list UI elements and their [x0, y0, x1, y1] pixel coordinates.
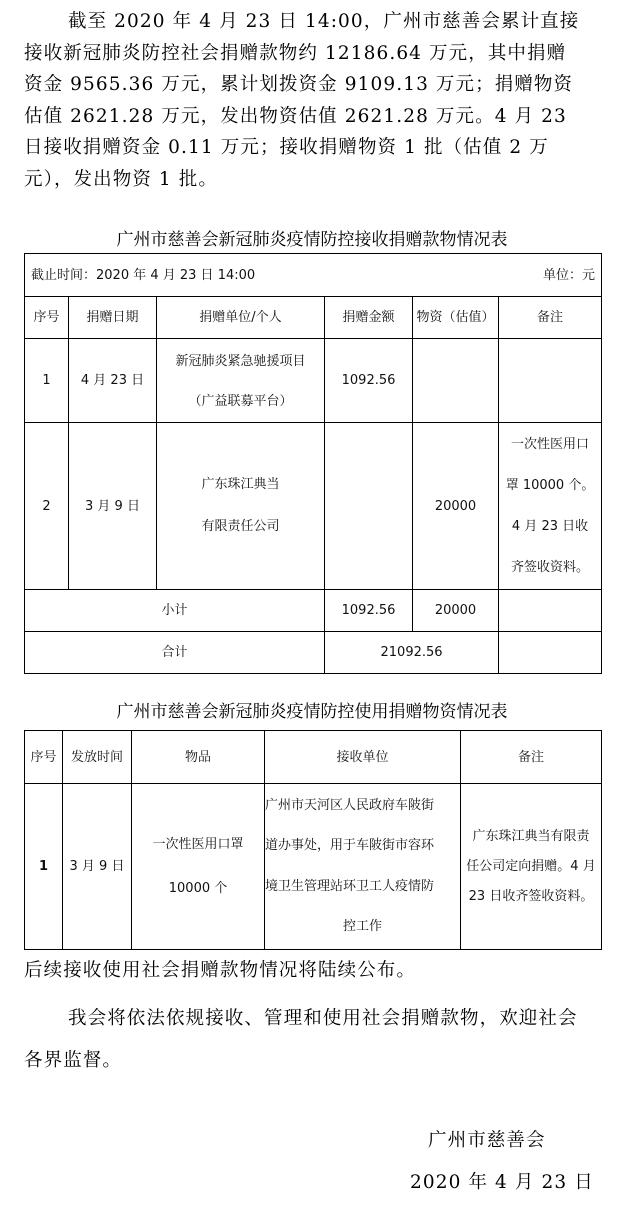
receiver-line: 控工作	[342, 919, 382, 934]
table2-header-row	[25, 731, 602, 784]
table-row	[25, 423, 602, 590]
total-remark	[499, 632, 602, 674]
item-line: 一次性医用口罩	[152, 836, 244, 852]
row-date: 4 月 23 日	[69, 339, 157, 423]
col-header-remark: 备注	[461, 731, 602, 784]
signature-org: 广州市慈善会	[428, 1130, 546, 1151]
remark-line: 齐签收资料。	[511, 560, 590, 575]
row-goods: 20000	[413, 423, 499, 590]
row-donor	[157, 339, 325, 423]
total-value: 21092.56	[325, 632, 499, 674]
col-header-item: 物品	[132, 731, 265, 784]
row-amount	[325, 423, 413, 590]
subtotal-amount: 1092.56	[325, 590, 413, 632]
row-date: 3 月 9 日	[63, 784, 132, 950]
row-remark	[499, 423, 602, 590]
remark-line: 罩 10000 个。	[505, 478, 595, 493]
remark-line: 一次性医用口	[511, 437, 590, 452]
closing-paragraph: 我会将依法依规接收、管理和使用社会捐赠款物，欢迎社会各界监督。	[24, 1008, 578, 1071]
remark-line: 广东珠江典当有限责	[472, 828, 590, 844]
subtotal-remark	[499, 590, 602, 632]
table1-meta-row	[25, 254, 602, 297]
donation-usage-table	[24, 730, 602, 950]
deadline-label: 截止时间：2020 年 4 月 23 日 14:00	[25, 254, 413, 297]
remark-line: 23 日收齐签收资料。	[468, 888, 594, 904]
col-header-date: 捐赠日期	[69, 297, 157, 339]
unit-label: 单位：元	[413, 254, 602, 297]
item-line: 10000 个	[168, 880, 228, 896]
receiver-line: 境卫生管理站环卫工人疫情防	[265, 878, 435, 894]
row-amount: 1092.56	[325, 339, 413, 423]
table1-header-row	[25, 297, 602, 339]
subtotal-label: 小计	[25, 590, 325, 632]
row-remark	[461, 784, 602, 950]
table2-title: 广州市慈善会新冠肺炎疫情防控使用捐赠物资情况表	[116, 702, 508, 722]
donor-line: 广东珠江典当	[201, 477, 280, 492]
receiver-line: 道办事处，用于车陂街市容环	[265, 838, 435, 853]
col-header-goods: 物资（估值）	[413, 297, 499, 339]
subtotal-goods: 20000	[413, 590, 499, 632]
row-no: 1	[25, 784, 63, 950]
receiver-line: 广州市天河区人民政府车陂街	[265, 797, 435, 813]
donor-line: （广益联募平台）	[188, 393, 293, 409]
row-no: 1	[25, 339, 69, 423]
col-header-receiver: 接收单位	[265, 731, 461, 784]
row-no: 2	[25, 423, 69, 590]
donation-receipt-table	[24, 253, 602, 674]
col-header-no: 序号	[25, 297, 69, 339]
row-remark	[499, 339, 602, 423]
intro-paragraph: 截至 2020 年 4 月 23 日 14:00，广州市慈善会累计直接接收新冠肺炎防控社会捐赠款物约 12186.64 万元，其中捐赠资金 9565.36 万元，累计划拨资金 9109.13 万元；捐赠物资估值 2621.28 万元，发出物资估值 2621.28 万元。4 月 23 日接收捐赠资金 0.11 万元；接收捐赠物资 1 批（估值 2 万元），发出物资 1 批。	[24, 11, 580, 190]
row-goods	[413, 339, 499, 423]
total-row	[25, 632, 602, 674]
row-date: 3 月 9 日	[69, 423, 157, 590]
table-row	[25, 784, 602, 950]
col-header-donor: 捐赠单位/个人	[157, 297, 325, 339]
row-receiver	[265, 784, 461, 950]
donor-line: 新冠肺炎紧急驰援项目	[175, 353, 306, 369]
row-item	[132, 784, 265, 950]
col-header-remark: 备注	[499, 297, 602, 339]
subtotal-row	[25, 590, 602, 632]
table1-title: 广州市慈善会新冠肺炎疫情防控接收捐赠款物情况表	[116, 230, 508, 250]
row-donor	[157, 423, 325, 590]
continue-note: 后续接收使用社会捐赠款物情况将陆续公布。	[24, 960, 417, 981]
col-header-date: 发放时间	[63, 731, 132, 784]
signature-date: 2020 年 4 月 23 日	[410, 1172, 594, 1193]
total-label: 合计	[25, 632, 325, 674]
donor-line: 有限责任公司	[201, 519, 280, 534]
remark-line: 4 月 23 日收	[511, 519, 589, 534]
col-header-amount: 捐赠金额	[325, 297, 413, 339]
col-header-no: 序号	[25, 731, 63, 784]
table-row	[25, 339, 602, 423]
remark-line: 任公司定向捐赠。4 月	[466, 858, 596, 874]
